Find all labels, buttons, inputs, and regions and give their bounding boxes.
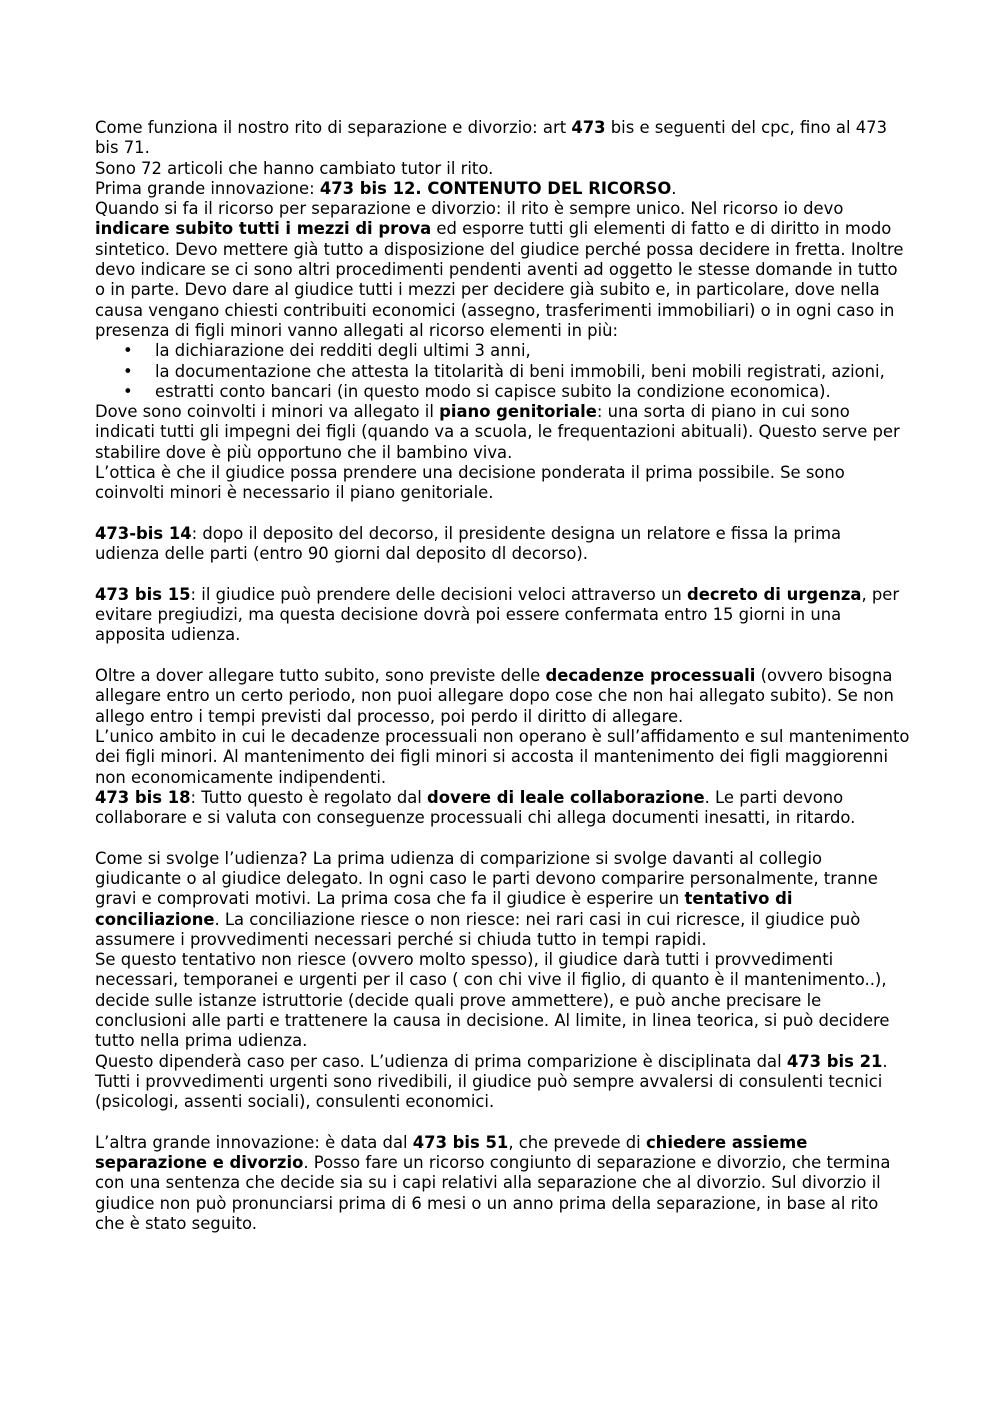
list-item-text: estratti conto bancari (in questo modo si capisce subito la condizione economica). (155, 381, 831, 401)
bold-text: tentativo di conciliazione (95, 889, 793, 929)
paragraph (95, 402, 910, 463)
text-run: L’ottica è che il giudice possa prendere una decisione ponderata il prima possibile. Se sono coinvolti minori è necessario il piano genitoriale. (95, 463, 845, 503)
text-run: . (671, 178, 677, 198)
bold-text: 473 bis 51 (412, 1132, 509, 1152)
bold-text: 473 bis 12. CONTENUTO DEL RICORSO (319, 178, 672, 198)
text-run: Sono 72 articoli che hanno cambiato tutor il rito. (95, 158, 494, 178)
text-run: Se questo tentativo non riesce (ovvero molto spesso), il giudice darà tutti i provvedimenti necessari, temporanei e urgenti per il caso ( con chi vive il figlio, di quanto è il mantenimento..), decide sulle istanze istruttorie (decide quali prove ammettere), e può anche precisare le conclusioni alle parti e trattenere la causa in decisione. Al limite, in linea teorica, si può decidere tutto nella prima udienza. (95, 950, 890, 1051)
text-run: : una sorta di piano in cui sono indicati tutti gli impegni dei figli (quando va a scuola, le frequentazioni abituali). Questo serve per stabilire dove è più opportuno che il bambino viva. (95, 402, 900, 462)
text-run: , per evitare pregiudizi, ma questa decisione dovrà poi essere confermata entro 15 giorni in una apposita udienza. (95, 584, 900, 645)
bold-text: dovere di leale collaborazione (427, 787, 705, 807)
bold-text: 473 bis 18 (95, 787, 191, 807)
text-run: Dove sono coinvolti i minori va allegato il (95, 402, 440, 422)
list-item-text: la documentazione che attesta la titolarità di beni immobili, beni mobili registrati, azioni, (155, 361, 885, 381)
text-run: . Posso fare un ricorso congiunto di separazione e divorzio, che termina con una sentenza che decide sia su i capi relativi alla separazione che al divorzio. Sul divorzio il giudice non può pronunciarsi prima di 6 mesi o un anno prima della separazione, in base al rito che è stato seguito. (95, 1153, 891, 1234)
document-page (95, 118, 910, 1234)
text-run: Prima grande innovazione: (95, 178, 320, 198)
list-item (123, 361, 910, 382)
list-item (123, 341, 910, 361)
paragraph (95, 524, 910, 565)
list-item (123, 381, 910, 402)
bullet-icon: • (123, 381, 133, 401)
paragraph (95, 950, 910, 1051)
text-run: Come funziona il nostro rito di separazione e divorzio: art (95, 118, 572, 137)
text-run: bis e seguenti del cpc, fino al 473 bis 71. (95, 118, 887, 158)
text-run: . La conciliazione riesce o non riesce: nei rari casi in cui ricresce, il giudice può assumere i provvedimenti necessari perché si chiuda tutto in tempi rapidi. (95, 909, 861, 949)
paragraph (95, 1133, 910, 1234)
text-run: ed esporre tutti gli elementi di fatto e di diritto in modo sintetico. Devo mettere già tutto a disposizione del giudice perché possa decidere in fretta. Inoltre devo indicare se ci sono altri procedimenti pendenti aventi ad oggetto le stesse domande in tutto o in parte. Devo dare al giudice tutti i mezzi per decidere già subito e, in particolare, dove nella causa vengano chiesti contribuiti economici (assegno, trasferimenti immobiliari) o in ogni caso in presenza di figli minori vanno allegati al ricorso elementi in più: (95, 219, 904, 340)
blank-line (95, 504, 910, 524)
bold-text: 473 (571, 118, 606, 137)
text-run: , che prevede di (508, 1132, 646, 1152)
bold-text: piano genitoriale (439, 402, 597, 422)
bold-text: 473 bis 15 (95, 584, 191, 604)
text-run: . Tutti i provvedimenti urgenti sono rivedibili, il giudice può sempre avvalersi di consulenti tecnici (psicologi, assenti sociali), consulenti economici. (95, 1051, 888, 1112)
bullet-icon: • (123, 341, 133, 361)
bold-text: decreto di urgenza (686, 584, 862, 604)
bold-text: decadenze processuali (545, 666, 756, 686)
text-run: L’altra grande innovazione: è data dal (95, 1132, 413, 1152)
text-run: (ovvero bisogna allegare entro un certo periodo, non puoi allegare dopo cose che non hai allegato subito). Se non allego entro i tempi previsti dal processo, poi perdo il diritto di allegare. (95, 666, 894, 726)
paragraph (95, 727, 910, 788)
text-run: : dopo il deposito del decorso, il presidente designa un relatore e fissa la prima udienza delle parti (entro 90 giorni dal deposito dl decorso). (95, 523, 842, 564)
blank-line (95, 828, 910, 848)
paragraph (95, 849, 910, 950)
bold-text: 473 bis 21 (786, 1051, 883, 1071)
bold-text: 473-bis 14 (95, 523, 192, 543)
text-run: : il giudice può prendere delle decisioni veloci attraverso un (190, 584, 687, 604)
paragraph (95, 788, 910, 829)
bullet-icon: • (123, 361, 133, 381)
text-run: Questo dipenderà caso per caso. L’udienza di prima comparizione è disciplinata dal (95, 1051, 787, 1071)
blank-line (95, 565, 910, 585)
blank-line (95, 646, 910, 666)
paragraph (95, 1052, 910, 1113)
text-run: Come si svolge l’udienza? La prima udienza di comparizione si svolge davanti al collegio giudicante o al giudice delegato. In ogni caso le parti devono comparire personalmente, tranne gravi e comprovati motivi. La prima cosa che fa il giudice è esperire un (95, 848, 878, 909)
bullet-list (95, 341, 910, 402)
text-run: : Tutto questo è regolato dal (190, 787, 428, 807)
text-run: . Le parti devono collaborare e si valuta con conseguenze processuali chi allega documenti inesatti, in ritardo. (95, 787, 856, 828)
bold-text: indicare subito tutti i mezzi di prova (95, 219, 432, 239)
paragraph (95, 199, 910, 341)
text-run: Oltre a dover allegare tutto subito, sono previste delle (95, 666, 546, 686)
paragraph (95, 585, 910, 646)
paragraph (95, 179, 910, 199)
text-run: Quando si fa il ricorso per separazione e divorzio: il rito è sempre unico. Nel ricorso io devo (95, 199, 844, 219)
bold-text: chiedere assieme separazione e divorzio (95, 1132, 808, 1173)
text-run: L’unico ambito in cui le decadenze processuali non operano è sull’affidamento e sul mantenimento dei figli minori. Al mantenimento dei figli minori si accosta il mantenimento dei figli maggiorenni non economicamente indipendenti. (95, 726, 910, 787)
blank-line (95, 1113, 910, 1133)
paragraph (95, 159, 910, 179)
paragraph (95, 118, 910, 159)
list-item-text: la dichiarazione dei redditi degli ultimi 3 anni, (155, 341, 531, 361)
paragraph (95, 666, 910, 727)
paragraph (95, 463, 910, 504)
